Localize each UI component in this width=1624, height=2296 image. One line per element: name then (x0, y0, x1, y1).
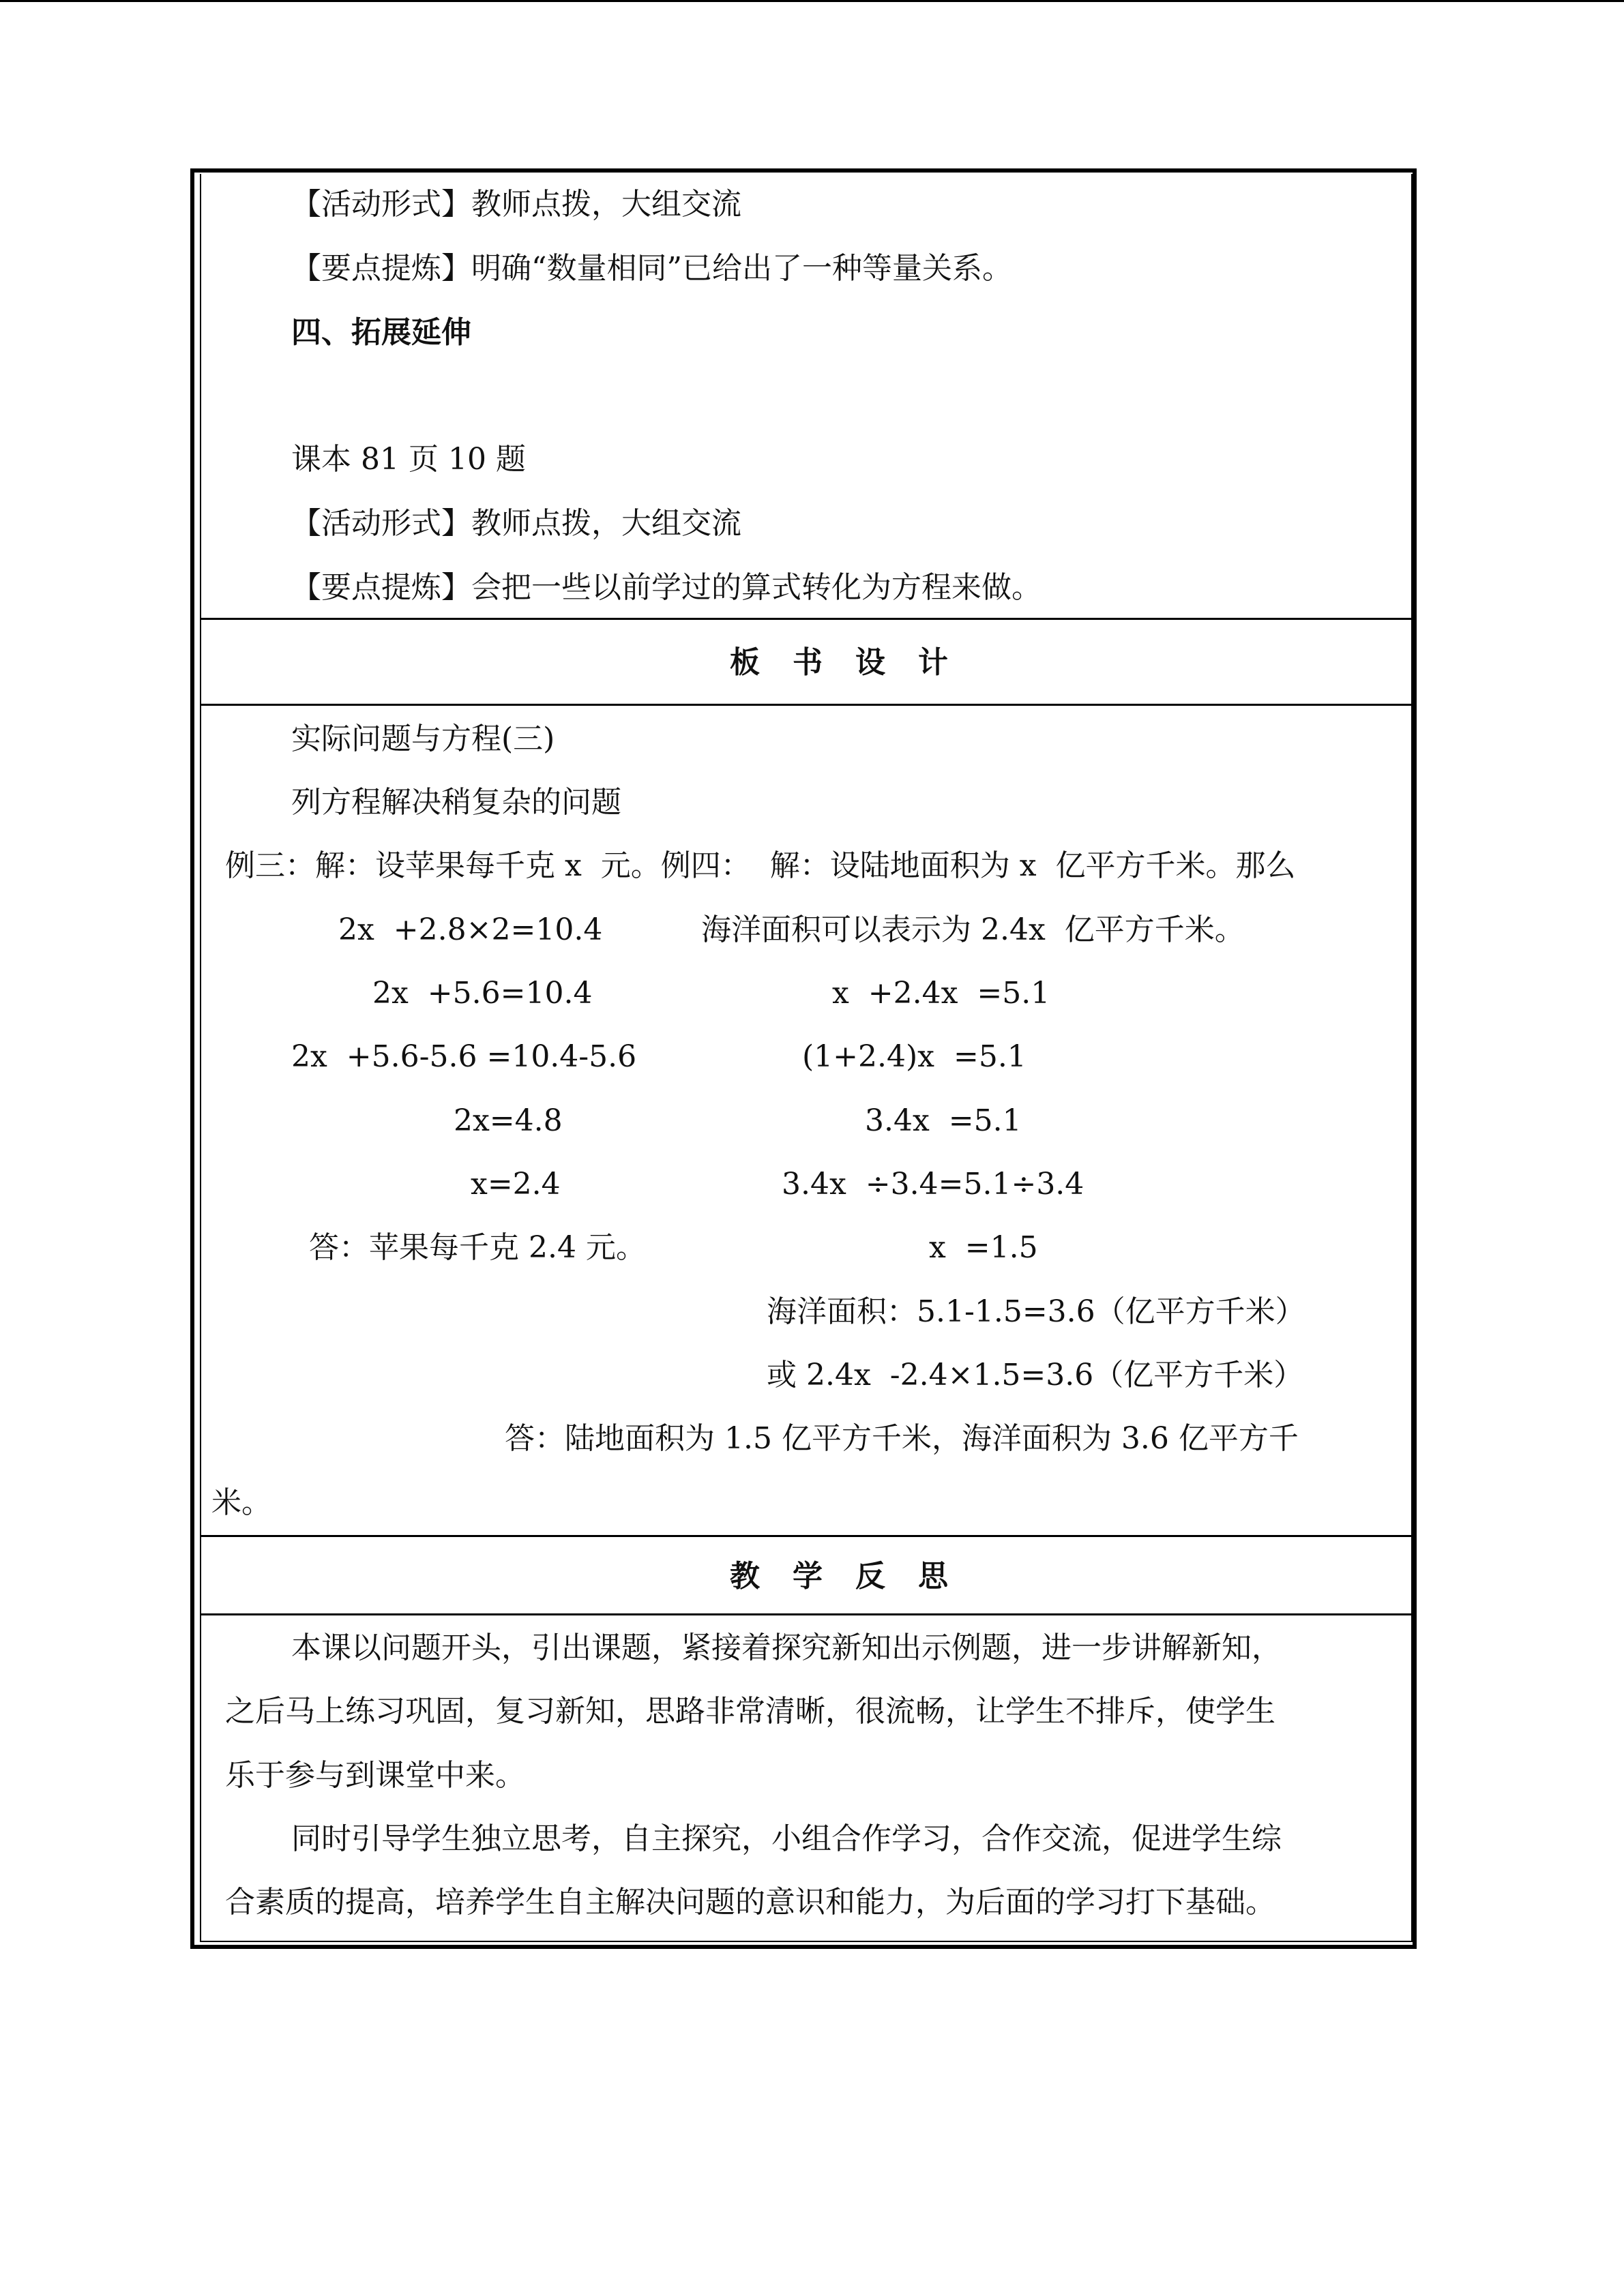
example4-step: 3.4x ÷3.4=5.1÷3.4 (782, 1167, 1084, 1202)
board-design-heading: 板书设计 (730, 645, 981, 680)
example4-continuation: 海洋面积可以表示为 2.4x 亿平方千米。 (701, 912, 1245, 947)
section3-key-point: 【要点提炼】明确“数量相同”已给出了一种等量关系。 (291, 251, 1012, 286)
section4-exercise: 课本 81 页 10 题 (291, 442, 526, 477)
reflection-text: 乐于参与到课堂中来。 (225, 1758, 525, 1793)
board-intro-line: 例三：解：设苹果每千克 x 元。例四： 解：设陆地面积为 x 亿平方千米。那么 (225, 848, 1296, 883)
example4-answer-line2: 米。 (211, 1485, 271, 1520)
reflection-text: 本课以问题开头，引出课题，紧接着探究新知出示例题，进一步讲解新知， (291, 1630, 1282, 1665)
section3-activity-form: 【活动形式】教师点拨，大组交流 (291, 187, 741, 222)
example3-step: 2x +2.8×2=10.4 (338, 912, 603, 947)
row-divider (200, 704, 1413, 706)
example4-step: (1+2.4)x =5.1 (802, 1039, 1027, 1074)
page-top-border (0, 0, 1624, 2)
row-divider (200, 618, 1413, 620)
example4-answer-line1: 答：陆地面积为 1.5 亿平方千米，海洋面积为 3.6 亿平方千 (505, 1421, 1299, 1456)
board-subtitle: 列方程解决稍复杂的问题 (291, 785, 621, 820)
example3-step: x=2.4 (471, 1167, 561, 1202)
row-divider (200, 1613, 1413, 1615)
example4-step: 3.4x =5.1 (865, 1103, 1022, 1138)
reflection-heading: 教学反思 (730, 1559, 981, 1594)
ocean-calc-2: 或 2.4x -2.4×1.5=3.6（亿平方千米） (767, 1358, 1304, 1392)
reflection-text: 合素质的提高，培养学生自主解决问题的意识和能力，为后面的学习打下基础。 (225, 1885, 1275, 1920)
section4-key-point: 【要点提炼】会把一些以前学过的算式转化为方程来做。 (291, 570, 1042, 605)
example3-answer: 答：苹果每千克 2.4 元。 (309, 1230, 646, 1265)
section4-title: 四、拓展延伸 (291, 315, 471, 350)
example3-step: 2x +5.6-5.6 =10.4-5.6 (291, 1039, 637, 1074)
section4-activity-form: 【活动形式】教师点拨，大组交流 (291, 506, 741, 541)
row-divider (200, 1535, 1413, 1537)
reflection-text: 之后马上练习巩固，复习新知，思路非常清晰，很流畅，让学生不排斥，使学生 (225, 1694, 1275, 1729)
board-title: 实际问题与方程(三) (291, 721, 555, 756)
example3-step: 2x=4.8 (454, 1103, 563, 1138)
ocean-calc-1: 海洋面积：5.1-1.5=3.6（亿平方千米） (767, 1294, 1305, 1329)
reflection-text: 同时引导学生独立思考，自主探究，小组合作学习，合作交流，促进学生综 (291, 1821, 1282, 1856)
example3-step: 2x +5.6=10.4 (372, 976, 593, 1011)
example4-step: x =1.5 (929, 1230, 1038, 1265)
example4-step: x +2.4x =5.1 (832, 976, 1050, 1011)
